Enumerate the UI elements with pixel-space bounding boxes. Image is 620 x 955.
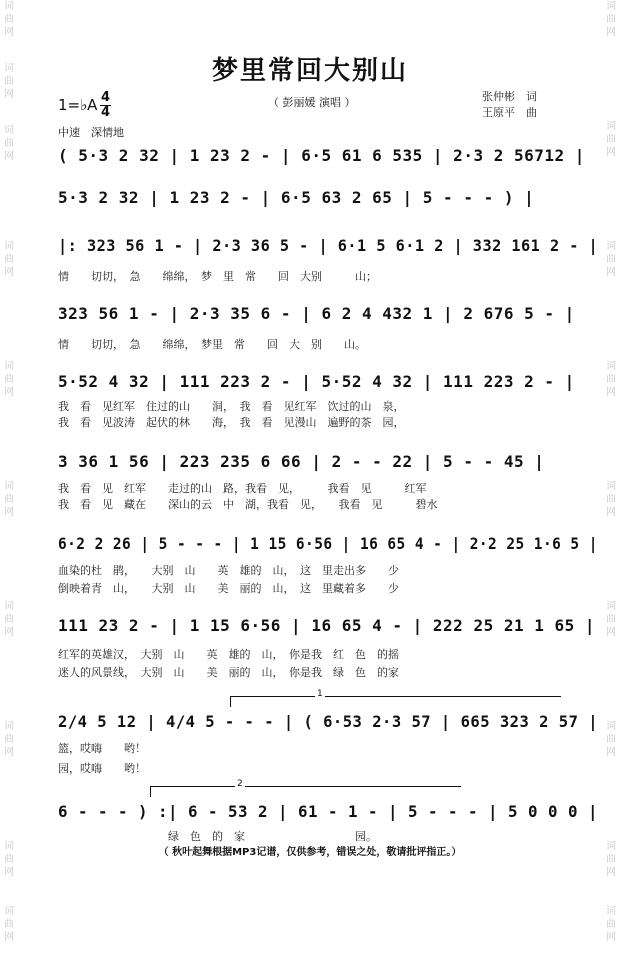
score-line-8 (50, 616, 596, 642)
second-ending-bracket (150, 779, 461, 797)
notation-text: 2/4 5 12 | 4/4 5 - - - | ( 6·53 2·3 57 | 665 323 2 57 | (58, 712, 599, 731)
watermark-char: 曲 (606, 614, 616, 625)
watermark-char: 词 (4, 63, 14, 74)
notation-text: 323 56 1 - | 2·3 35 6 - | 6 2 4 432 1 | 2 676 5 - | (58, 304, 575, 323)
notation-text: ( 5·3 2 32 | 1 23 2 - | 6·5 61 6 535 | 2·3 2 56712 | (58, 146, 585, 165)
watermark-char: 网 (606, 747, 616, 758)
watermark-char: 网 (4, 747, 14, 758)
lyric-line: 我 看 见红军 住过的山 洞， 我 看 见红军 饮过的山 泉， (58, 400, 405, 413)
watermark-char: 曲 (4, 854, 14, 865)
score-line-9 (50, 712, 599, 738)
watermark-char: 网 (4, 89, 14, 100)
notation-text: 3 36 1 56 | 223 235 6 66 | 2 - - 22 | 5 - - 45 | (58, 452, 545, 471)
watermark-char: 曲 (606, 134, 616, 145)
watermark-char: 词 (4, 906, 14, 917)
volta-number: 2 (237, 779, 243, 789)
lyric-line: 情 切切， 急 绵绵， 梦 里 常 回 大别 山； (58, 270, 377, 283)
watermark-char: 网 (4, 267, 14, 278)
score-line-5 (50, 372, 575, 398)
lyric-line: 我 看 见 藏在 深山的云 中 湖，我看 见， 我看 见 碧水 (58, 498, 438, 511)
watermark-char: 网 (4, 627, 14, 638)
watermark-char: 网 (606, 932, 616, 943)
watermark-char: 网 (4, 932, 14, 943)
tempo-marking: 中速 深情地 (58, 126, 124, 139)
meter-bottom: 4 (100, 105, 111, 120)
watermark-char: 网 (606, 267, 616, 278)
watermark-char: 网 (4, 27, 14, 38)
watermark-char: 曲 (606, 494, 616, 505)
watermark-char: 词 (4, 241, 14, 252)
meter-top: 4 (100, 90, 111, 105)
watermark-char: 网 (606, 387, 616, 398)
watermark-char: 曲 (4, 254, 14, 265)
watermark-char: 曲 (4, 138, 14, 149)
key-signature: 1=♭A (58, 96, 98, 114)
score-line-3 (50, 236, 599, 262)
watermark-char: 网 (606, 507, 616, 518)
watermark-char: 曲 (606, 374, 616, 385)
watermark-char: 词 (606, 1, 616, 12)
watermark-char: 词 (606, 906, 616, 917)
watermark-char: 词 (606, 241, 616, 252)
score-line-2 (50, 188, 570, 214)
watermark-char: 词 (4, 125, 14, 136)
notation-text: 5·3 2 32 | 1 23 2 - | 6·5 63 2 65 | 5 - - - ) | (58, 188, 535, 207)
lyric-line: 篮，哎嗨 哟！ (58, 742, 146, 755)
watermark-char: 曲 (4, 919, 14, 930)
watermark-char: 曲 (606, 854, 616, 865)
watermark-char: 网 (4, 507, 14, 518)
score-line-10 (50, 802, 599, 828)
first-ending-bracket (230, 689, 561, 707)
watermark-char: 网 (606, 627, 616, 638)
watermark-char: 词 (606, 601, 616, 612)
score-line-7 (50, 534, 598, 560)
watermark-char: 网 (4, 151, 14, 162)
lyric-line: 倒映着青 山， 大别 山 美 丽的 山， 这 里藏着多 少 (58, 582, 399, 595)
score-line-6 (50, 452, 570, 478)
lyric-line: 情 切切， 急 绵绵， 梦里 常 回 大 别 山。 (58, 338, 366, 351)
notation-text: |: 323 56 1 - | 2·3 36 5 - | 6·1 5 6·1 2 | 332 161 2 - | (58, 236, 599, 255)
transcription-note: （ 秋叶起舞根据MP3记谱，仅供参考，错误之处，敬请批评指正。） (158, 847, 462, 858)
score-line-4 (50, 304, 575, 330)
watermark-char: 网 (4, 867, 14, 878)
watermark-char: 曲 (4, 76, 14, 87)
time-signature (100, 92, 111, 119)
watermark-char: 曲 (606, 14, 616, 25)
notation-text: 111 23 2 - | 1 15 6·56 | 16 65 4 - | 222 25 21 1 65 | (58, 616, 596, 635)
watermark-char: 曲 (4, 374, 14, 385)
left-watermark-strip (2, 0, 16, 955)
watermark-char: 词 (606, 721, 616, 732)
lyric-line: 绿 色 的 家 园。 (58, 830, 377, 843)
lyric-line: 我 看 见波涛 起伏的林 海， 我 看 见漫山 遍野的茶 园， (58, 416, 405, 429)
composer-credit: 王原平 曲 (482, 106, 537, 119)
singer-credit: （ 彭丽媛 演唱 ） (268, 96, 356, 109)
lyric-line: 迷人的风景线， 大别 山 美 丽的 山， 你是我 绿 色 的家 (58, 666, 399, 679)
watermark-char: 网 (606, 147, 616, 158)
lyric-line: 我 看 见 红军 走过的山 路，我看 见， 我看 见 红军 (58, 482, 427, 495)
watermark-char: 曲 (606, 734, 616, 745)
right-watermark-strip (604, 0, 618, 955)
watermark-char: 曲 (4, 614, 14, 625)
watermark-char: 词 (4, 1, 14, 12)
score-line-1 (50, 146, 585, 172)
watermark-char: 曲 (606, 254, 616, 265)
lyricist-credit: 张仲彬 词 (482, 90, 537, 103)
watermark-char: 曲 (606, 919, 616, 930)
watermark-char: 曲 (4, 734, 14, 745)
lyric-line: 血染的杜 鹃， 大别 山 英 雄的 山， 这 里走出多 少 (58, 564, 399, 577)
watermark-char: 词 (4, 601, 14, 612)
watermark-char: 词 (606, 361, 616, 372)
watermark-char: 网 (606, 27, 616, 38)
watermark-char: 词 (4, 841, 14, 852)
watermark-char: 曲 (4, 14, 14, 25)
watermark-char: 词 (606, 121, 616, 132)
notation-text: 6·2 2 26 | 5 - - - | 1 15 6·56 | 16 65 4 - | 2·2 25 1·6 5 | (58, 534, 598, 553)
watermark-char: 网 (4, 387, 14, 398)
lyric-line: 红军的英雄汉， 大别 山 英 雄的 山， 你是我 红 色 的摇 (58, 648, 399, 661)
watermark-char: 曲 (4, 494, 14, 505)
watermark-char: 词 (606, 841, 616, 852)
lyric-line: 园，哎嗨 哟！ (58, 762, 146, 775)
watermark-char: 词 (4, 361, 14, 372)
watermark-char: 词 (4, 721, 14, 732)
watermark-char: 网 (606, 867, 616, 878)
song-title: 梦里常回大别山 (211, 56, 408, 86)
notation-text: 6 - - - ) :| 6 - 53 2 | 61 - 1 - | 5 - - - | 5 0 0 0 | (58, 802, 599, 821)
volta-number: 1 (317, 689, 323, 699)
notation-text: 5·52 4 32 | 111 223 2 - | 5·52 4 32 | 111 223 2 - | (58, 372, 575, 391)
watermark-char: 词 (4, 481, 14, 492)
watermark-char: 词 (606, 481, 616, 492)
